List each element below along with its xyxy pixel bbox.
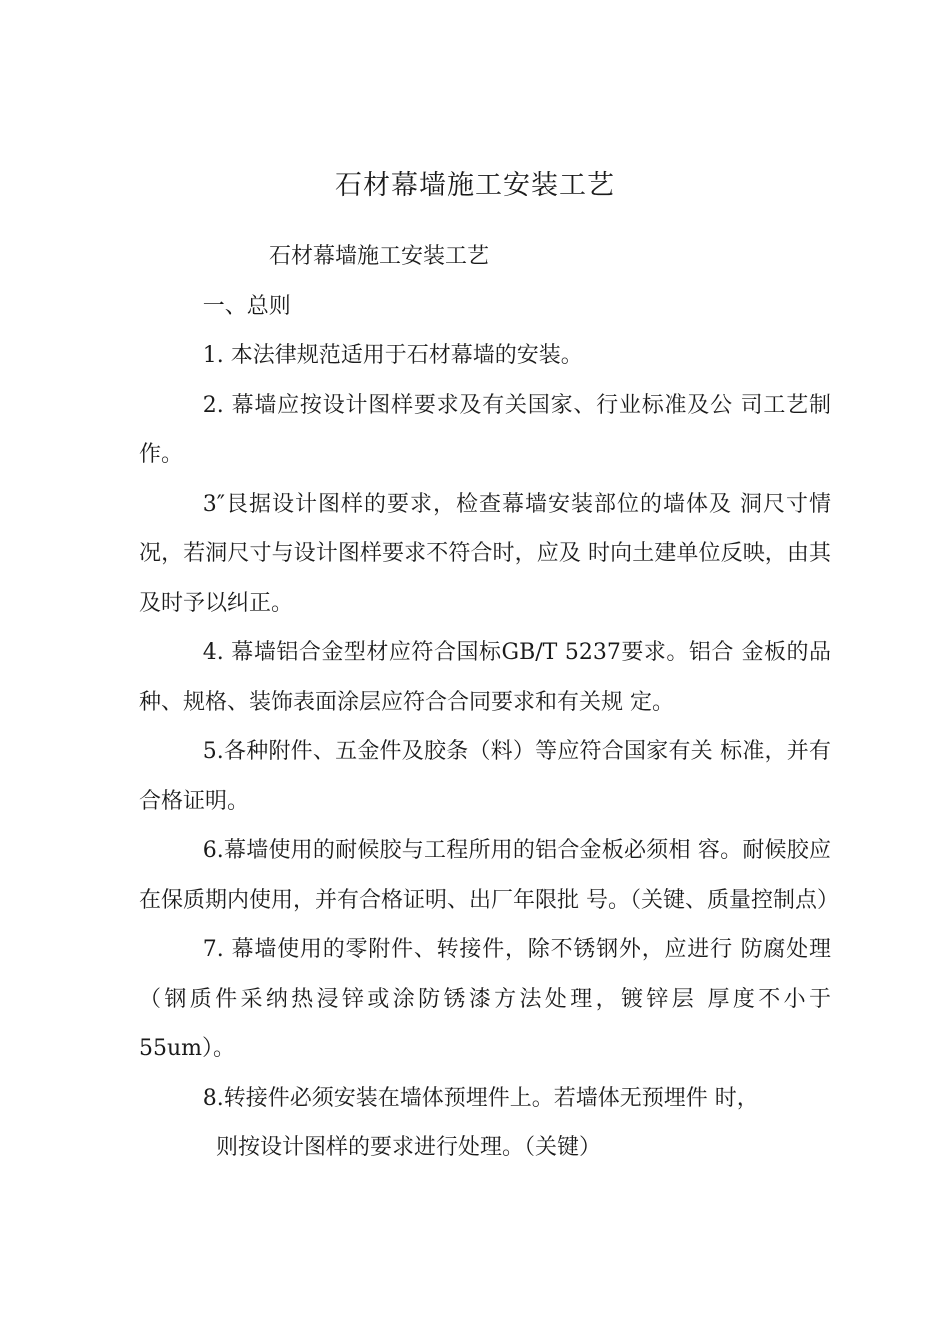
document-title: 石材幕墙施工安装工艺 [335, 170, 615, 201]
paragraph-8: 8.转接件必须安装在墙体预埋件上。若墙体无预埋件 时， [202, 1085, 759, 1111]
paragraph-7: 7. 幕墙使用的零附件、转接件，除不锈钢外，应进行 防腐处理（钢质件采纳热浸锌或涂防锈漆方法处理，镀锌层 厚度不小于55um）。 [139, 937, 831, 1061]
paragraph-1: 1. 本法律规范适用于石材幕墙的安装。 [202, 343, 583, 368]
document-subtitle: 石材幕墙施工安装工艺 [269, 244, 490, 269]
paragraph-2: 2. 幕墙应按设计图样要求及有关国家、行业标准及公 司工艺制作。 [139, 392, 831, 467]
paragraph-3: 3″艮据设计图样的要求，检查幕墙安装部位的墙体及 洞尺寸情况，若洞尺寸与设计图样要求不符合时，应及 时向土建单位反映，由其及时予以纠正。 [139, 491, 831, 616]
paragraph-8-continuation: 则按设计图样的要求进行处理。（关键） [216, 1135, 602, 1160]
paragraph-6: 6.幕墙使用的耐候胶与工程所用的铝合金板必须相 容。耐候胶应在保质期内使用，并有合格证明、出厂年限批 号。（关键、质量控制点） [139, 838, 839, 913]
paragraph-4: 4. 幕墙铝合金型材应符合国标GB/T 5237要求。铝合 金板的品种、规格、装饰表面涂层应符合合同要求和有关规 定。 [139, 640, 831, 715]
section-heading: 一、总则 [202, 293, 291, 319]
document-body [139, 232, 839, 1173]
paragraph-5: 5.各种附件、五金件及胶条（料）等应符合国家有关 标准，并有合格证明。 [139, 739, 831, 814]
